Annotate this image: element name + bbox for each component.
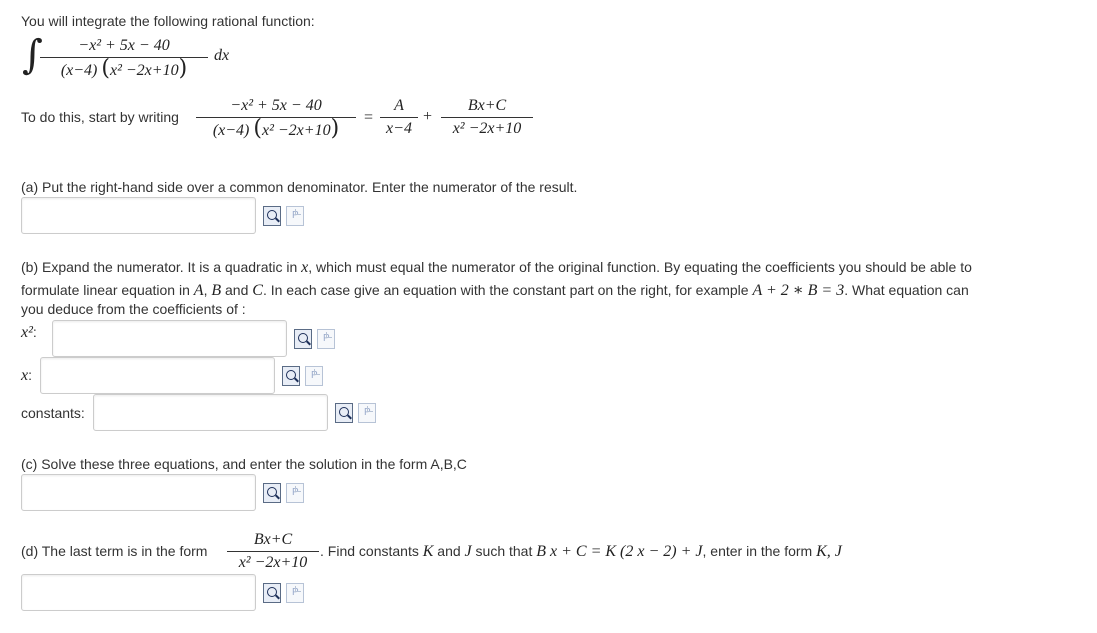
integral-numerator: −x² + 5x − 40 xyxy=(78,37,170,54)
lhs-numerator: −x² + 5x − 40 xyxy=(230,97,322,114)
integral-sign: ∫ xyxy=(22,32,43,78)
part-a-text: (a) Put the right-hand side over a common denominator. Enter the numerator of the result. xyxy=(21,179,578,195)
part-a-input[interactable] xyxy=(21,197,256,234)
lhs-denominator: (x−4) (x² −2x+10) xyxy=(212,116,340,141)
help-icon[interactable]: P xyxy=(305,366,323,386)
start-label: To do this, start by writing xyxy=(21,109,179,125)
x-squared-input[interactable] xyxy=(52,320,287,357)
integral-denominator: (x−4) (x² −2x+10) xyxy=(60,56,188,81)
help-icon[interactable]: P xyxy=(317,329,335,349)
part-d-input[interactable] xyxy=(21,574,256,611)
lhs-fraction xyxy=(196,97,356,140)
part-c-text: (c) Solve these three equations, and enter the solution in the form A,B,C xyxy=(21,456,467,472)
part-d-instructions: . Find constants K and J such that B x + C = K (2 x − 2) + J, enter in the form K, J xyxy=(320,543,842,560)
part-b-line1: (b) Expand the numerator. It is a quadratic in x, which must equal the numerator of the original function. By equating the coefficients you should be able to xyxy=(21,259,972,276)
preview-icon[interactable] xyxy=(294,329,312,349)
intro-text: You will integrate the following rational function: xyxy=(21,13,315,29)
constants-input[interactable] xyxy=(93,394,328,431)
part-d-pre: (d) The last term is in the form xyxy=(21,543,208,559)
part-b-line3: you deduce from the coefficients of : xyxy=(21,301,246,317)
part-c-input[interactable] xyxy=(21,474,256,511)
preview-icon[interactable] xyxy=(263,483,281,503)
label-constants: constants: xyxy=(21,405,85,421)
plus-sign: + xyxy=(423,108,433,125)
b-fraction: Bx+C x² −2x+10 xyxy=(441,97,533,138)
part-d-fraction: Bx+C x² −2x+10 xyxy=(227,531,319,572)
preview-icon[interactable] xyxy=(282,366,300,386)
preview-icon[interactable] xyxy=(263,583,281,603)
equals-sign: = xyxy=(364,109,374,126)
help-icon[interactable]: P xyxy=(286,206,304,226)
x-input[interactable] xyxy=(40,357,275,394)
label-x: x: xyxy=(21,367,32,384)
help-icon[interactable]: P xyxy=(286,583,304,603)
label-x-squared: x²: xyxy=(21,324,37,341)
help-icon[interactable]: P xyxy=(358,403,376,423)
preview-icon[interactable] xyxy=(263,206,281,226)
preview-icon[interactable] xyxy=(335,403,353,423)
integral-fraction xyxy=(40,37,208,80)
help-icon[interactable]: P xyxy=(286,483,304,503)
a-fraction: A x−4 xyxy=(380,97,418,138)
integral-dx: dx xyxy=(214,47,230,64)
part-b-line2: formulate linear equation in A, B and C. In each case give an equation with the constant part on the right, for example A + 2 ∗ B = 3. What equation can xyxy=(21,282,969,299)
